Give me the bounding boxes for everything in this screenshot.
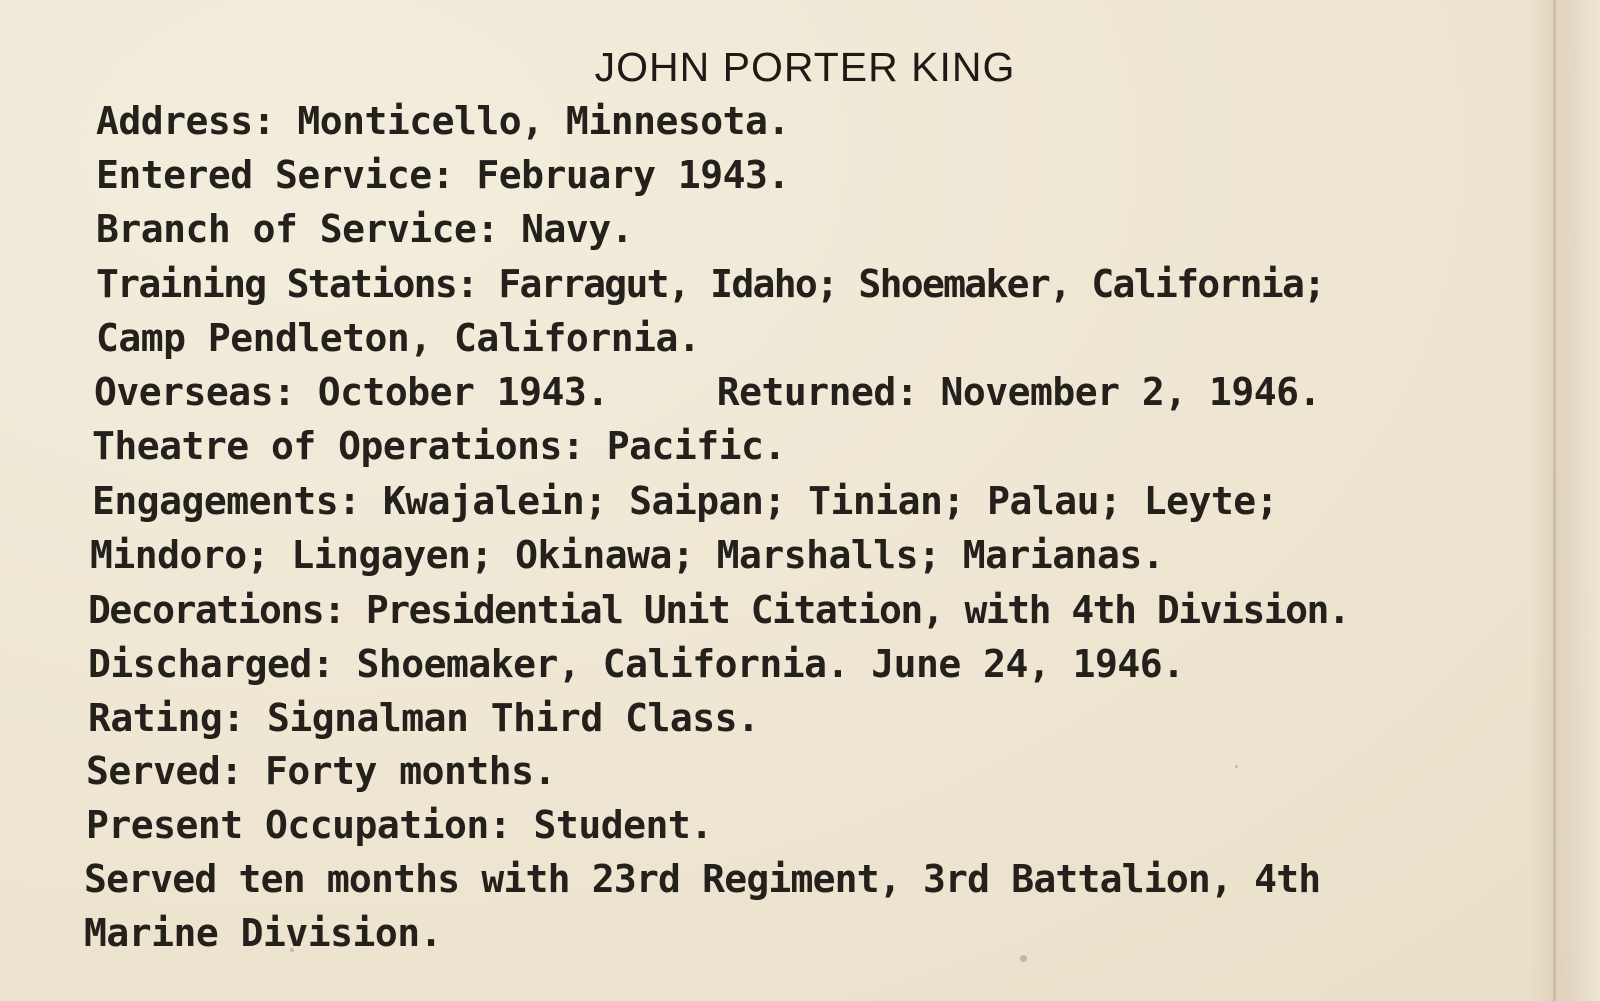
record-line-service-note-cont: Marine Division. — [84, 911, 443, 955]
record-line-decorations: Decorations: Presidential Unit Citation, with 4th Division. — [88, 588, 1350, 632]
record-line-theatre: Theatre of Operations: Pacific. — [92, 424, 786, 468]
record-line-address: Address: Monticello, Minnesota. — [96, 99, 790, 143]
record-line-engagements-cont: Mindoro; Lingayen; Okinawa; Marshalls; Marianas. — [90, 533, 1165, 577]
page-gutter-line — [1553, 0, 1556, 1001]
record-line-rating: Rating: Signalman Third Class. — [88, 696, 760, 740]
overseas-text: Overseas: October 1943. — [94, 370, 609, 414]
record-line-engagements: Engagements: Kwajalein; Saipan; Tinian; Palau; Leyte; — [92, 479, 1279, 523]
record-title: JOHN PORTER KING — [594, 44, 1016, 90]
record-line-occupation: Present Occupation: Student. — [86, 803, 713, 847]
record-line-entered-service: Entered Service: February 1943. — [96, 153, 790, 197]
record-line-served: Served: Forty months. — [86, 749, 556, 793]
record-line-overseas — [94, 370, 1321, 414]
record-line-branch: Branch of Service: Navy. — [96, 207, 634, 251]
record-line-training-stations: Training Stations: Farragut, Idaho; Shoemaker, California; — [96, 262, 1325, 306]
record-line-training-stations-cont: Camp Pendleton, California. — [96, 316, 701, 360]
page-gutter-shadow — [1530, 0, 1600, 1001]
record-line-discharged: Discharged: Shoemaker, California. June 24, 1946. — [88, 642, 1185, 686]
returned-text: Returned: November 2, 1946. — [716, 370, 1321, 414]
record-line-service-note: Served ten months with 23rd Regiment, 3rd Battalion, 4th — [84, 857, 1321, 901]
paper-speck — [1235, 765, 1238, 768]
paper-speck — [1020, 955, 1027, 962]
